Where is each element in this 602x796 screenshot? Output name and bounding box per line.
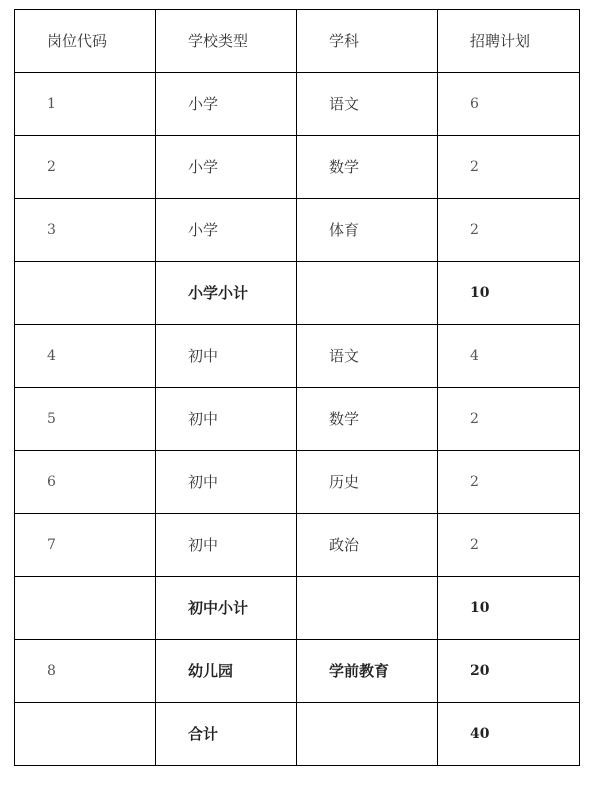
subject-cell: 数学 bbox=[297, 136, 438, 199]
table-row bbox=[15, 451, 580, 514]
plan-count-cell: 6 bbox=[438, 73, 580, 136]
plan-count-cell: 2 bbox=[438, 451, 580, 514]
grand-total-count-cell: 40 bbox=[438, 703, 580, 766]
table-row bbox=[15, 136, 580, 199]
grand-total-label-cell: 合计 bbox=[156, 703, 297, 766]
table-row bbox=[15, 388, 580, 451]
position-code-cell bbox=[15, 703, 156, 766]
school-type-cell: 初中 bbox=[156, 388, 297, 451]
position-code-cell: 7 bbox=[15, 514, 156, 577]
position-code-cell: 5 bbox=[15, 388, 156, 451]
school-type-cell: 幼儿园 bbox=[156, 640, 297, 703]
position-code-cell: 3 bbox=[15, 199, 156, 262]
table-row bbox=[15, 325, 580, 388]
header-recruitment-plan: 招聘计划 bbox=[438, 10, 580, 73]
position-code-cell: 2 bbox=[15, 136, 156, 199]
position-code-cell: 6 bbox=[15, 451, 156, 514]
position-code-cell: 8 bbox=[15, 640, 156, 703]
header-subject: 学科 bbox=[297, 10, 438, 73]
subject-cell bbox=[297, 703, 438, 766]
plan-count-cell: 4 bbox=[438, 325, 580, 388]
school-type-cell: 小学 bbox=[156, 199, 297, 262]
position-code-cell: 4 bbox=[15, 325, 156, 388]
plan-count-cell: 2 bbox=[438, 199, 580, 262]
subtotal-label-cell: 小学小计 bbox=[156, 262, 297, 325]
subject-cell: 政治 bbox=[297, 514, 438, 577]
position-code-cell bbox=[15, 577, 156, 640]
position-code-cell bbox=[15, 262, 156, 325]
subject-cell bbox=[297, 262, 438, 325]
position-code-cell: 1 bbox=[15, 73, 156, 136]
recruitment-plan-table bbox=[14, 9, 580, 766]
subject-cell bbox=[297, 577, 438, 640]
subtotal-label-cell: 初中小计 bbox=[156, 577, 297, 640]
table-header-row bbox=[15, 10, 580, 73]
grand-total-row bbox=[15, 703, 580, 766]
plan-count-cell: 2 bbox=[438, 388, 580, 451]
school-type-cell: 初中 bbox=[156, 325, 297, 388]
plan-count-cell: 2 bbox=[438, 514, 580, 577]
subtotal-row-primary bbox=[15, 262, 580, 325]
header-school-type: 学校类型 bbox=[156, 10, 297, 73]
subject-cell: 体育 bbox=[297, 199, 438, 262]
subject-cell: 学前教育 bbox=[297, 640, 438, 703]
header-position-code: 岗位代码 bbox=[15, 10, 156, 73]
table-row bbox=[15, 199, 580, 262]
table-row bbox=[15, 514, 580, 577]
plan-count-cell: 20 bbox=[438, 640, 580, 703]
plan-count-cell: 2 bbox=[438, 136, 580, 199]
subtotal-count-cell: 10 bbox=[438, 577, 580, 640]
table-row bbox=[15, 73, 580, 136]
subject-cell: 语文 bbox=[297, 325, 438, 388]
subtotal-row-middle-school bbox=[15, 577, 580, 640]
school-type-cell: 小学 bbox=[156, 136, 297, 199]
school-type-cell: 初中 bbox=[156, 514, 297, 577]
subject-cell: 语文 bbox=[297, 73, 438, 136]
school-type-cell: 小学 bbox=[156, 73, 297, 136]
school-type-cell: 初中 bbox=[156, 451, 297, 514]
subject-cell: 数学 bbox=[297, 388, 438, 451]
table-row bbox=[15, 640, 580, 703]
subject-cell: 历史 bbox=[297, 451, 438, 514]
subtotal-count-cell: 10 bbox=[438, 262, 580, 325]
